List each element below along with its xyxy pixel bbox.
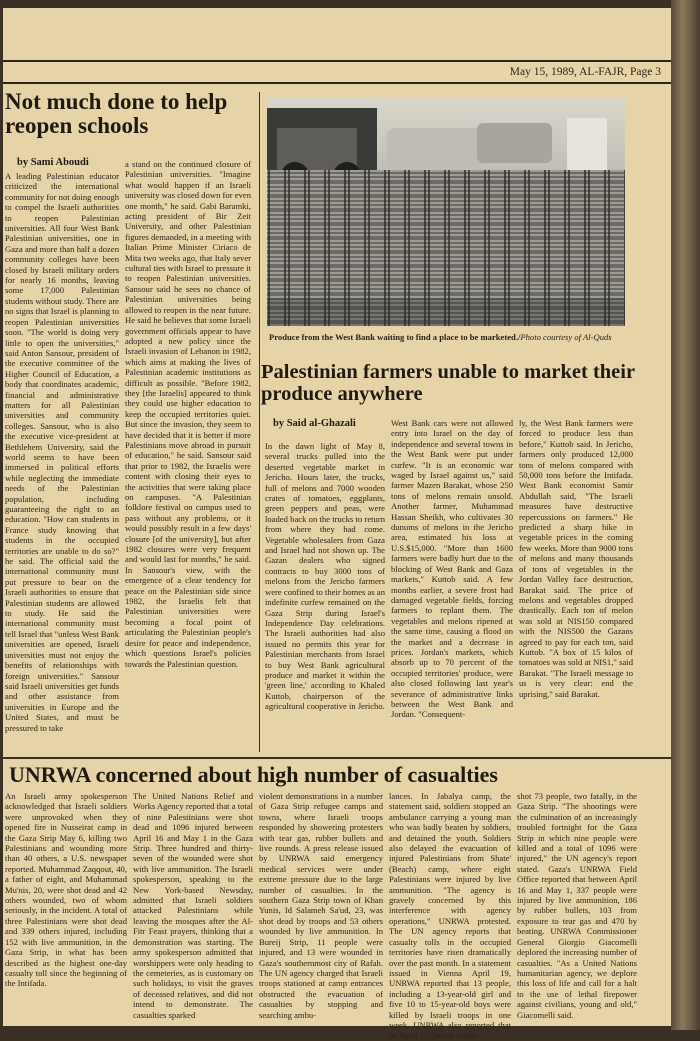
article2-headline: Palestinian farmers unable to market their produce anywhere — [261, 361, 635, 405]
column-divider — [259, 92, 260, 752]
article2-column-3: ly, the West Bank farmers were forced to produce less than before," Kuttob said. In Jericho, farmers only produced 12,000 tons of melons compared with 50,000 tons before the Intifada. West Bank economist Samir Abdullah said, "The Israeli measures have destructive repercussions on farmers." He predicted a sharp hike in vegetable prices in the coming few weeks. More than 9000 tons of melons and many thousands of tons of vegetables in the Jordan Valley face destruction, Barakat said. The price of melons and vegetables dropped drastically. Each ton of melon was sold at NIS150 compared with the NIS500 the Gazans agreed to pay for each ton, said Kuttob. "A box of 15 kilos of tomatoes was sold at NIS1," said Barakat. "The Israeli message to us is very clear: end the uprising," said Barakat. — [519, 418, 633, 699]
article3-column-3: violent demonstrations in a number of Gaza Strip refugee camps and towns, where Israeli troops responded by showering protesters with tear gas, rubber bullets and live rounds. A press release issued by UNRWA said emergency medical services were under extreme pressure due to the large number of casualties. In the southern Gaza Strip town of Khan Yunis, Id Salameh Sa'ud, 23, was shot dead by troops and 53 others wounded by live ammunition. In Bureij Strip, 11 people were injured, and 13 were wounded in Gaza's southernmost city of Rafah. The UN agency charged that Israeli troops stationed at camp entrances obstructed the evacuation of casualties by stopping and searching ambu- — [259, 791, 383, 1020]
article1-byline: by Sami Aboudi — [17, 157, 89, 168]
header-rule-top — [3, 60, 671, 62]
page-dateline: May 15, 1989, AL-FAJR, Page 3 — [509, 66, 661, 78]
section-rule — [3, 757, 671, 759]
article3-headline: UNRWA concerned about high number of casualties — [9, 762, 498, 787]
newspaper-page — [3, 8, 671, 1041]
article3-column-1: An Israeli army spokesperson acknowledged that Israeli soldiers were unprovoked when they opened fire in Nusseirat camp in the Gaza Strip May 6, killing two Palestinians and wounding more than 40 others, a U.S. newspaper reported. Muhammad Zaqqout, 40, a father of eight, and Muhammad Mu'nis, 20, were shot dead and 42 others wounded, two of whom seriously, in the incident. A total of three Palestinians were shot dead and 339 others injured, including 152 with live ammunition, in the Gaza Strip, in what has been described as the highest one-day casualty toll since the beginning of the Intifada. — [5, 791, 127, 989]
article3-column-5: shot 73 people, two fatally, in the Gaza Strip. "The shootings were the culmination of an increasingly troubled fortnight for the Gaza Strip in which nine people were killed and a total of 1096 were injured," the UN agency's report stated. Gaza's UNRWA Field Office reported that between April 16 and May 1, 337 people were injured by live ammunition, 186 by rubber bullets, 103 from exposure to tear gas and 470 by beating. UNRWA Commissioner General Giorgio Giacomelli deplored the increasing number of casualties. "As a United Nations humanitarian agency, we deplore this loss of life and call for a halt to the use of lethal firepower against civilians, young and old," Giacomelli said. — [517, 791, 637, 1020]
article2-column-2: West Bank cars were not allowed entry into Israel on the day of independence and several towns in the West Bank were put under curfew. "It is an economic war waged by Israel against us," said farmer Mazen Barakat, whose 250 tons of melons remain unsold. Another farmer, Muhammad Hassan Sheikh, who cultivates 30 dunums of melons in the Jericho area, estimated his loss at U.S.$15,000. "More than 1600 farmers were badly hurt due to the blocking of West Bank and Gaza markets," Kuttob said. A few months earlier, a severe frost had damaged vegetable fields, forcing farmers to replant them. The vegetables and melons ripened at the same time, causing a flood on the market and a decrease in prices. Jordan's markets, which absorb up to 70 percent of the occupied territories' produce, were also closed following last year's severance of administrative links between the West Bank and Jordan. "Consequent- — [391, 418, 513, 720]
book-edge — [671, 0, 700, 1030]
photo-caption: Produce from the West Bank waiting to find a place to be marketed./Photo courtesy of Al-Quds — [269, 332, 612, 342]
article3-column-2: The United Nations Relief and Works Agency reported that a total of nine Palestinians were shot dead and 1096 injured between April 16 and May 1 in the Gaza Strip. Three hundred and thirty-seven of the wounded were shot with live ammunition. The Israeli spokesperson, speaking to the New York-based Newsday, admitted that Israeli soldiers attacked Palestinians while leaving the mosques after the Al-Fitr Feast prayers, thinking that a demonstration was starting. The army spokesperson admitted that worshippers were only heading to the cemeteries, as is customary on such holidays, to visit the graves of deceased relatives, and did not intend to demonstrate. The casualties sparked — [133, 791, 253, 1020]
article1-column-1: A leading Palestinian educator criticized the international community for not doing enough to compel the Israeli authorities to reopen Palestinian universities. All four West Bank Palestinian universities, one in Gaza and more than half a dozen community colleges have been closed by Israeli military orders for nearly 16 months, leaving some 17,000 Palestinian students without study. There are no signs that Israel is planning to reopen Palestinian universities soon. "The world is doing very little to open the universities," said Anton Sansour, president of the executive committee of the Higher Council of Education, a body that coordinates academic, financial and administrative matters for all Palestinian universities and community colleges. Sansour, who is also the executive vice-president at Bethlehem University, said the world seems to have been immersed in political efforts while neglecting the immediate needs of the Palestinian population, including guaranteeing the right to an education. "How can students in France study knowing that students in the occupied territories are unable to do so?" he said. The official said the international community must put pressure to bear on the Israeli authorities to ensure that Palestinian students are allowed to study. He said the international community must tell Israel that "unless West Bank universities are opened, Israeli universities must not enjoy the benefits of relationships with foreign universities." Sansour said Israeli universities get funds and other assistance from universities in Europe and the United States, and must be pressured to take — [5, 171, 119, 733]
article2-column-1: In the dawn light of May 8, several trucks pulled into the deserted vegetable market in Jericho. Hours later, the trucks, full of melons and 7000 wooden crates of tomatoes, eggplants, green peppers and peas, were loaded back on the trucks to return from where they had come. Vegetable wholesalers from Gaza and Israel had not shown up. The Gazan dealers who signed contracts to buy 3000 tons of melons from the Jericho farmers were confined to their homes as an indefinite curfew remained on the Gaza Strip during Israel's Independence Day celebrations. The Israeli authorities had also issued no permits this year for Palestinian merchants from Israel to buy West Bank agricultural produce and market it within the 'green line,' according to Khaled Kuttob, chairperson of the agricultural cooperative in Jericho. — [265, 441, 385, 712]
article1-headline: Not much done to help reopen schools — [5, 89, 228, 139]
photo-credit: Photo courtesy of Al-Quds — [520, 332, 612, 342]
photo-caption-text: Produce from the West Bank waiting to find a place to be marketed. — [269, 332, 518, 342]
header-rule-bottom — [3, 82, 671, 84]
produce-market-photo — [267, 98, 625, 326]
article3-column-4: lances. In Jabalya camp, the statement said, soldiers stopped an ambulance carrying a young man who was badly beaten by soldiers, and detained the youth. Soldiers also delayed the evacuation of injured Palestinians from Shate' (Beach) camp, where eight Palestinians were injured by live ammunition. "The agency is gravely concerned by this interference with agency operations," UNRWA protested. The UN agency reports that casualty tolls in the occupied territories have risen dramatically over the past month. In a statement issued in Vienna April 19, UNRWA reported that 13 people, including a 13-year-old girl and five 10 to 15-year-old boys were killed by Israeli troops in one week. UNRWA also reported that on April 27, Israeli troops — [389, 791, 511, 1041]
article2-byline: by Said al-Ghazali — [273, 418, 356, 429]
crates-photo-image — [267, 98, 625, 326]
article1-column-2: a stand on the continued closure of Palestinian universities. "Imagine what would happen if an Israeli university was closed down for even one month," he said. Gabi Baramki, acting president of Bir Zeit University, and other Palestinian figures demanded, in a meeting with Italian Prime Minister Ciriaco de Mita two weeks ago, that Italy sever cultural ties with Israel to pressure it to reopen Palestinian universities. Sansour said he sees no chance of Palestinian universities being allowed to reopen in the near future. He said he believes that some Israeli government officials appear to have adopted a new policy since the Israeli invasion of Lebanon in 1982, which aims at making the lives of Palestinian academic institutions as difficult as possible. "Before 1982, they [the Israelis] appeared to think they could use higher education to keep the occupied territories quiet. But since the invasion, they seem to have decided that it is better if more Palestinians move abroad in pursuit of education," he said. Sansour said that prior to 1982, the Israelis were content with closing their eyes to the activities that were taking place on campuses. "A Palestinian folklore festival on campus used to pass without any problems, or it would possibly result in a few days' closure [of the university], but after 1982 closures were very frequent and would last for months," he said. In Sansour's view, with the emergence of a clear tendency for peace on the Palestinian side since 1982, the Israelis felt that Palestinian universities were becoming a focal point of articulating the Palestinian people's desire for peace and independence, which questions Israel's policies towards the Palestinian question. — [125, 159, 251, 669]
